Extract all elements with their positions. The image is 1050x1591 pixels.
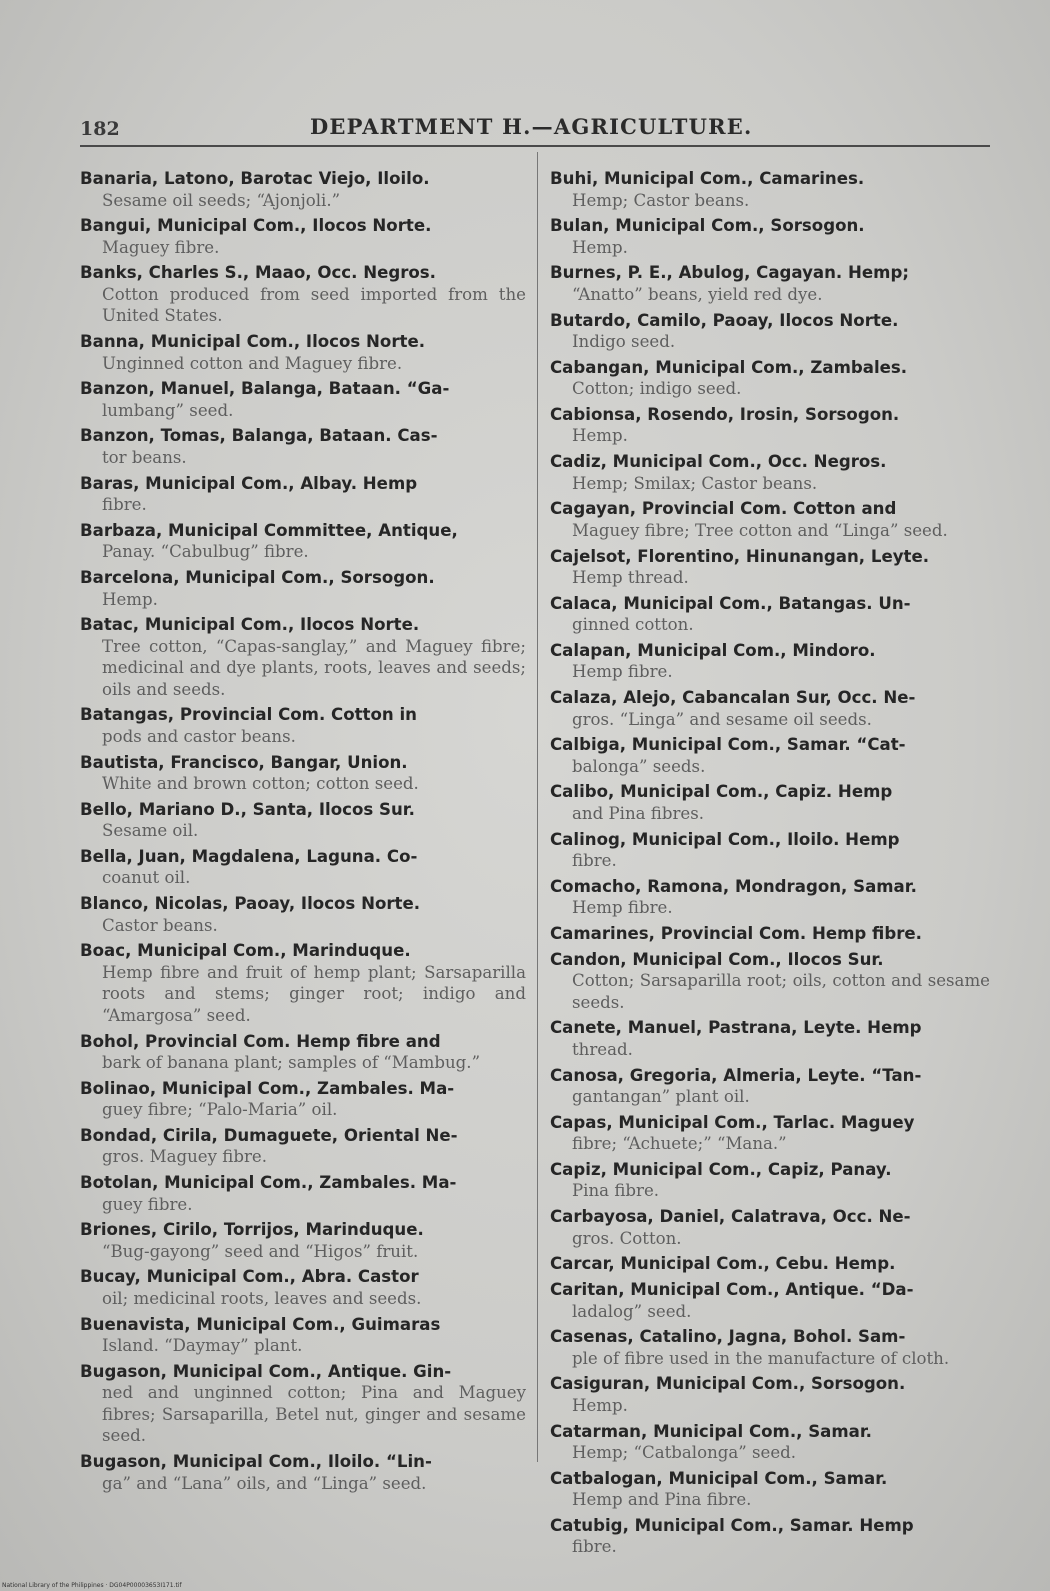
exhibit-description: ga” and “Lana” oils, and “Linga” seed.: [102, 1473, 427, 1493]
exhibitor-name: Caritan, Municipal Com., Antique. “Da-: [550, 1280, 914, 1299]
exhibitor-entry: [550, 829, 990, 872]
exhibitor-entry: [550, 949, 990, 1014]
exhibitor-entry: [550, 215, 990, 258]
exhibitor-entry: [550, 1515, 990, 1558]
exhibitor-name: Bugason, Municipal Com., Antique. Gin-: [80, 1361, 452, 1381]
exhibitor-name: Calapan, Municipal Com., Mindoro.: [550, 640, 876, 660]
exhibitor-name: Buhi, Municipal Com., Camarines.: [550, 169, 865, 188]
exhibitor-name: Candon, Municipal Com., Ilocos Sur.: [550, 949, 884, 969]
exhibitor-name: Cadiz, Municipal Com., Occ. Negros.: [550, 452, 887, 472]
exhibitor-entry: [550, 262, 990, 305]
exhibit-description: Hemp; “Catbalonga” seed.: [572, 1443, 797, 1463]
exhibitor-entry: [550, 1468, 990, 1511]
exhibitor-name: Calibo, Municipal Com., Capiz. Hemp: [550, 782, 893, 802]
exhibit-description: Indigo seed.: [572, 332, 676, 352]
exhibitor-name: Bangui, Municipal Com., Ilocos Norte.: [80, 216, 432, 236]
exhibit-description: Island. “Daymay” plant.: [102, 1336, 303, 1356]
exhibitor-entry: [550, 168, 990, 211]
exhibit-description: ginned cotton.: [572, 615, 694, 635]
exhibitor-name: Bautista, Francisco, Bangar, Union.: [80, 752, 408, 772]
exhibitor-entry: [550, 498, 990, 541]
exhibitor-entry: [80, 1031, 526, 1074]
exhibitor-name: Cabangan, Municipal Com., Zambales.: [550, 357, 908, 377]
exhibit-description: gros. Maguey fibre.: [102, 1147, 267, 1167]
exhibitor-name: Banks, Charles S., Maao, Occ. Negros.: [80, 263, 436, 283]
exhibitor-name: Calbiga, Municipal Com., Samar. “Cat-: [550, 735, 906, 755]
exhibitor-name: Bucay, Municipal Com., Abra. Castor: [80, 1267, 419, 1287]
exhibit-description: ned and unginned cotton; Pina and Maguey fibres; Sarsaparilla, Betel nut, ginger and sesame seed.: [102, 1383, 526, 1446]
exhibitor-entry: [80, 168, 526, 211]
exhibitor-entry: [80, 520, 526, 563]
column-divider: [537, 152, 538, 1462]
exhibitor-name: Banzon, Tomas, Balanga, Bataan. Cas-: [80, 426, 438, 446]
scan-credit: National Library of the Philippines · DG04P00003653I171.tif: [2, 1582, 182, 1589]
exhibit-description: Hemp fibre.: [572, 662, 673, 682]
exhibitor-entry: [550, 404, 990, 447]
exhibitor-entry: [80, 1266, 526, 1309]
exhibitor-name: Bugason, Municipal Com., Iloilo. “Lin-: [80, 1452, 432, 1471]
exhibit-description: Castor beans.: [102, 915, 218, 935]
exhibit-description: gantangan” plant oil.: [572, 1087, 750, 1107]
exhibitor-entry: [80, 1314, 526, 1357]
exhibitor-entry: [80, 940, 526, 1026]
exhibitor-name: Bolinao, Municipal Com., Zambales. Ma-: [80, 1078, 455, 1098]
exhibitor-name: Bella, Juan, Magdalena, Laguna. Co-: [80, 846, 418, 866]
page-number: 182: [80, 118, 120, 140]
exhibitor-name: Bohol, Provincial Com. Hemp fibre and: [80, 1031, 441, 1051]
exhibit-description: White and brown cotton; cotton seed.: [102, 774, 419, 794]
exhibit-description: Hemp; Smilax; Castor beans.: [572, 473, 818, 493]
exhibit-description: Hemp.: [572, 426, 628, 446]
exhibitor-name: Cabionsa, Rosendo, Irosin, Sorsogon.: [550, 404, 900, 424]
exhibitor-name: Camarines, Provincial Com. Hemp fibre.: [550, 924, 922, 943]
exhibitor-entry: [80, 799, 526, 842]
exhibitor-entry: [550, 734, 990, 777]
exhibitor-entry: [550, 1253, 990, 1275]
exhibitor-name: Cagayan, Provincial Com. Cotton and: [550, 499, 897, 519]
exhibitor-entry: [80, 378, 526, 421]
exhibitor-entry: [550, 1206, 990, 1249]
exhibitor-name: Comacho, Ramona, Mondragon, Samar.: [550, 876, 917, 896]
exhibit-description: Hemp; Castor beans.: [572, 190, 750, 210]
exhibit-description: Pina fibre.: [572, 1181, 660, 1201]
exhibit-description: guey fibre.: [102, 1194, 193, 1214]
exhibitor-name: Canete, Manuel, Pastrana, Leyte. Hemp: [550, 1018, 922, 1038]
exhibit-description: Hemp.: [102, 589, 158, 609]
exhibitor-name: Boac, Municipal Com., Marinduque.: [80, 941, 411, 961]
exhibitor-name: Briones, Cirilo, Torrijos, Marinduque.: [80, 1220, 424, 1240]
exhibit-description: ple of fibre used in the manufacture of cloth.: [572, 1348, 950, 1368]
exhibitor-name: Baras, Municipal Com., Albay. Hemp: [80, 473, 418, 493]
right-column: [550, 168, 990, 1562]
exhibitor-entry: [550, 357, 990, 400]
exhibitor-entry: [550, 1159, 990, 1202]
exhibitor-name: Buenavista, Municipal Com., Guimaras: [80, 1314, 441, 1334]
exhibit-description: Hemp and Pina fibre.: [572, 1490, 752, 1510]
exhibitor-entry: [550, 546, 990, 589]
exhibit-description: Cotton produced from seed imported from the United States.: [102, 284, 526, 326]
exhibitor-entry: [80, 215, 526, 258]
exhibit-description: coanut oil.: [102, 868, 191, 888]
exhibit-description: Maguey fibre; Tree cotton and “Linga” seed.: [572, 520, 948, 540]
exhibitor-entry: [80, 331, 526, 374]
exhibitor-name: Casenas, Catalino, Jagna, Bohol. Sam-: [550, 1327, 906, 1347]
exhibitor-entry: [80, 1078, 526, 1121]
exhibitor-name: Blanco, Nicolas, Paoay, Ilocos Norte.: [80, 894, 421, 914]
exhibitor-name: Banna, Municipal Com., Ilocos Norte.: [80, 332, 426, 352]
exhibitor-entry: [80, 893, 526, 936]
exhibitor-entry: [80, 567, 526, 610]
exhibit-description: gros. “Linga” and sesame oil seeds.: [572, 709, 872, 729]
exhibit-description: oil; medicinal roots, leaves and seeds.: [102, 1288, 422, 1308]
exhibitor-name: Calaza, Alejo, Cabancalan Sur, Occ. Ne-: [550, 688, 916, 708]
exhibit-description: “Anatto” beans, yield red dye.: [572, 284, 823, 304]
exhibitor-name: Bello, Mariano D., Santa, Ilocos Sur.: [80, 799, 415, 819]
exhibitor-entry: [80, 1451, 526, 1494]
exhibit-description: pods and castor beans.: [102, 726, 296, 746]
page-title: DEPARTMENT H.—AGRICULTURE.: [310, 114, 753, 139]
exhibitor-entry: [80, 262, 526, 327]
exhibitor-name: Banaria, Latono, Barotac Viejo, Iloilo.: [80, 169, 430, 188]
left-column: [80, 168, 526, 1498]
exhibitor-entry: [550, 640, 990, 683]
exhibitor-entry: [80, 1361, 526, 1447]
exhibit-description: fibre.: [102, 495, 147, 515]
exhibitor-name: Catubig, Municipal Com., Samar. Hemp: [550, 1515, 914, 1535]
exhibitor-name: Calinog, Municipal Com., Iloilo. Hemp: [550, 829, 900, 849]
exhibitor-entry: [80, 752, 526, 795]
exhibitor-name: Canosa, Gregoria, Almeria, Leyte. “Tan-: [550, 1065, 922, 1085]
exhibit-description: Sesame oil.: [102, 821, 199, 841]
exhibit-description: fibre; “Achuete;” “Mana.”: [572, 1134, 787, 1154]
exhibitor-name: Bulan, Municipal Com., Sorsogon.: [550, 216, 865, 236]
exhibitor-name: Botolan, Municipal Com., Zambales. Ma-: [80, 1173, 457, 1193]
exhibitor-name: Bondad, Cirila, Dumaguete, Oriental Ne-: [80, 1125, 458, 1145]
exhibit-description: gros. Cotton.: [572, 1228, 682, 1248]
exhibitor-name: Cajelsot, Florentino, Hinunangan, Leyte.: [550, 546, 930, 566]
exhibit-description: Cotton; indigo seed.: [572, 379, 742, 399]
exhibitor-entry: [550, 1373, 990, 1416]
exhibit-description: fibre.: [572, 851, 617, 871]
exhibitor-entry: [550, 923, 990, 945]
exhibitor-entry: [550, 1112, 990, 1155]
exhibitor-name: Capiz, Municipal Com., Capiz, Panay.: [550, 1159, 892, 1179]
exhibitor-name: Carcar, Municipal Com., Cebu. Hemp.: [550, 1254, 896, 1274]
exhibitor-entry: [80, 704, 526, 747]
exhibitor-entry: [80, 1125, 526, 1168]
exhibitor-entry: [550, 1279, 990, 1322]
exhibitor-entry: [550, 876, 990, 919]
exhibit-description: ladalog” seed.: [572, 1301, 692, 1321]
exhibit-description: Hemp thread.: [572, 568, 689, 587]
exhibit-description: Maguey fibre.: [102, 237, 220, 257]
exhibitor-entry: [550, 1326, 990, 1369]
exhibitor-entry: [550, 310, 990, 353]
exhibit-description: Panay. “Cabulbug” fibre.: [102, 542, 309, 562]
exhibitor-entry: [550, 451, 990, 494]
exhibitor-name: Capas, Municipal Com., Tarlac. Maguey: [550, 1112, 915, 1132]
exhibitor-name: Catbalogan, Municipal Com., Samar.: [550, 1468, 888, 1488]
exhibitor-name: Butardo, Camilo, Paoay, Ilocos Norte.: [550, 310, 899, 330]
exhibit-description: Sesame oil seeds; “Ajonjoli.”: [102, 190, 341, 210]
exhibitor-entry: [80, 1219, 526, 1262]
exhibit-description: bark of banana plant; samples of “Mambug.”: [102, 1053, 481, 1072]
exhibit-description: Hemp fibre and fruit of hemp plant; Sarsaparilla roots and stems; ginger root; indigo and “Amargosa” seed.: [102, 962, 526, 1025]
exhibitor-name: Catarman, Municipal Com., Samar.: [550, 1421, 872, 1441]
exhibit-description: and Pina fibres.: [572, 803, 705, 823]
exhibit-description: guey fibre; “Palo-Maria” oil.: [102, 1100, 338, 1120]
exhibitor-entry: [80, 425, 526, 468]
exhibit-description: balonga” seeds.: [572, 756, 706, 776]
exhibitor-entry: [550, 687, 990, 730]
exhibitor-name: Calaca, Municipal Com., Batangas. Un-: [550, 593, 911, 613]
exhibit-description: Tree cotton, “Capas-sanglay,” and Maguey fibre; medicinal and dye plants, roots, leaves and seeds; oils and seeds.: [102, 636, 526, 699]
exhibitor-entry: [550, 781, 990, 824]
exhibit-description: tor beans.: [102, 447, 187, 467]
exhibitor-entry: [80, 846, 526, 889]
exhibitor-entry: [550, 1421, 990, 1464]
exhibit-description: Hemp.: [572, 237, 628, 257]
exhibitor-entry: [80, 1172, 526, 1215]
exhibitor-entry: [80, 473, 526, 516]
exhibit-description: Hemp fibre.: [572, 898, 673, 918]
exhibitor-entry: [80, 614, 526, 700]
exhibitor-name: Carbayosa, Daniel, Calatrava, Occ. Ne-: [550, 1207, 911, 1227]
exhibit-description: Unginned cotton and Maguey fibre.: [102, 353, 403, 373]
exhibit-description: lumbang” seed.: [102, 400, 234, 420]
exhibit-description: thread.: [572, 1039, 633, 1059]
exhibitor-name: Banzon, Manuel, Balanga, Bataan. “Ga-: [80, 379, 450, 399]
exhibitor-name: Batac, Municipal Com., Ilocos Norte.: [80, 615, 420, 635]
exhibit-description: “Bug-gayong” seed and “Higos” fruit.: [102, 1241, 419, 1261]
exhibitor-name: Barcelona, Municipal Com., Sorsogon.: [80, 568, 435, 587]
exhibitor-entry: [550, 1017, 990, 1060]
exhibit-description: fibre.: [572, 1537, 617, 1557]
exhibit-description: Cotton; Sarsaparilla root; oils, cotton and sesame seeds.: [572, 971, 990, 1012]
exhibitor-name: Batangas, Provincial Com. Cotton in: [80, 705, 417, 725]
exhibitor-name: Casiguran, Municipal Com., Sorsogon.: [550, 1374, 906, 1394]
exhibitor-name: Barbaza, Municipal Committee, Antique,: [80, 520, 458, 540]
header-rule: [80, 145, 990, 147]
exhibitor-entry: [550, 593, 990, 636]
exhibit-description: Hemp.: [572, 1395, 628, 1415]
exhibitor-entry: [550, 1065, 990, 1108]
exhibitor-name: Burnes, P. E., Abulog, Cagayan. Hemp;: [550, 263, 909, 283]
